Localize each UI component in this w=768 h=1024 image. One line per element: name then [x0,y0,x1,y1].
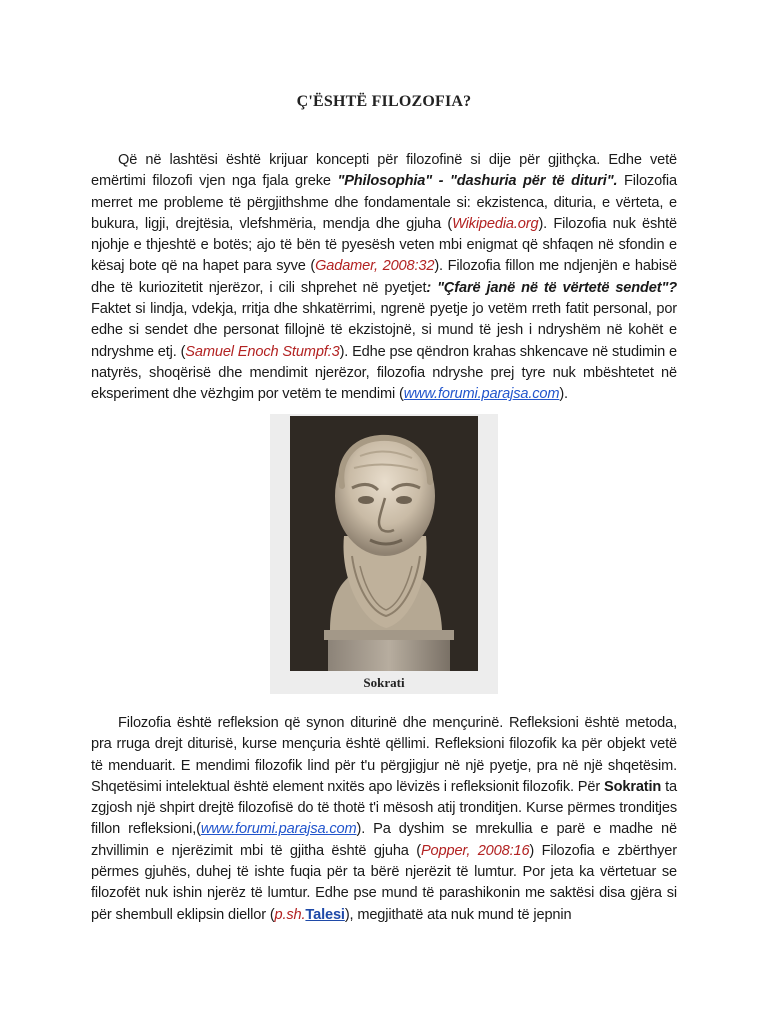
greek-definition-quote: "Philosophia" - "dashuria për të dituri". [337,173,618,190]
citation-psh: p.sh. [274,906,306,923]
text-run: Filozofia është refleksion që synon diturinë dhe mençurinë. Refleksioni është metoda, pra rruga drejt diturisë, kurse mençuria është qëllimi. Refleksioni filozofik ka për objekt vetë të menduarit. E mendimi filozofik lind për t'u përgjigjur në një pyetje, pra në një shqetësim. Shqetësimi intelektual është element nxitës apo lëvizës i refleksionit filozofik. Për [91,715,677,795]
paragraph-intro [91,150,677,406]
citation-popper: Popper, 2008:16 [420,842,530,859]
socrates-figure [270,414,498,694]
citation-wikipedia: Wikipedia.org [452,215,539,232]
citation-gadamer: Gadamer, 2008:32 [315,258,435,275]
text-run: Faktet si lindja, vdekja, rritja dhe shkatërrimi, ngrenë pyetje jo vetëm rreth fatit personal, por edhe si sendet dhe personat fillojnë të ekzistojnë, si mund të jesh i ndryshëm në kohët e ndryshme etj. ( [91,301,677,360]
text-run: ), megjithatë ata nuk mund të jepnin [344,906,572,923]
text-run: ). Filozofia nuk është njohje e thjeshtë e botës; ajo të bën të pyesësh veten mbi enigmat që shfaqen në sfondin e kësaj bote që na hapet para syve ( [91,215,677,275]
question-quote: : "Çfarë janë në të vërtetë sendet"? [426,279,678,296]
text-run: ta zgjosh një shpirt drejtë filozofisë do të thotë t'i mësosh atij tronditjen. Kurse përmes tronditjes fillon refleksioni,( [91,778,678,838]
link-forumi-parajsa[interactable]: www.forumi.parajsa.com [403,386,560,403]
citation-stumpf: Samuel Enoch Stumpf:3 [185,343,340,360]
link-forumi-parajsa[interactable]: www.forumi.parajsa.com [200,821,357,838]
link-talesi[interactable]: Talesi [305,906,345,923]
text-run: ). Edhe pse qëndron krahas shkencave në studimin e natyrës, shoqërisë dhe mendimit njerëzor, filozofia ndryshe prej tyre nuk mbështetet në eksperiment dhe vëzhgim por vetëm te mendimi ( [91,343,677,403]
text-run: Që në lashtësi është krijuar koncepti për filozofinë si dije për gjithçka. Edhe vetë emërtimi filozofi vjen nga fjala greke [91,152,677,190]
text-run: ). [559,386,568,403]
figure-caption: Sokrati [363,675,405,690]
socrates-bust-image [290,416,478,671]
text-run: ). Pa dyshim se mrekullia e parë e madhe në zhvillimin e njerëzimit mbi të gjitha është gjuha ( [91,821,677,859]
text-run: Filozofia merret me probleme të përgjithshme dhe fondamentale si: ekzistenca, dituria, e vërteta, e bukura, ligji, drejtësia, vlefshmëria, mendja dhe gjuha ( [91,173,677,232]
paragraph-reflection [91,713,677,926]
text-run: ) Filozofia e zbërthyer përmes gjuhës, duhej të ishte fuqia për ta bërë njerëzit të lumtur. Por jeta ka vërtetuar se filozofët nuk ishin njerëz të lumtur. Edhe pse mund të parashikonin me saktësi disa gjëra si për shembull eklipsin diellor ( [91,842,677,923]
bold-name-sokratin: Sokratin [604,778,662,795]
text-run: ). Filozofia fillon me ndjenjën e habisë dhe të kuriozitetit njerëzor, i cili shprehet në pyetjet [91,258,677,296]
document-title: Ç'ËSHTË FILOZOFIA? [296,93,472,110]
